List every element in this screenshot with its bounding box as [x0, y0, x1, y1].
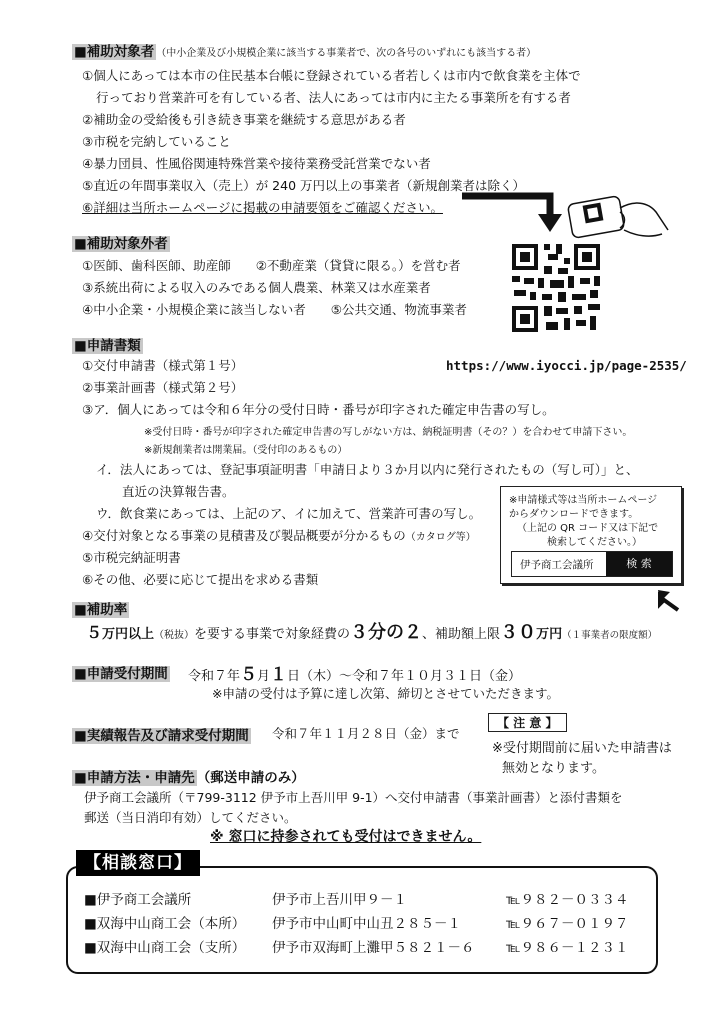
consult-row-address: 伊予市上吾川甲９－１	[272, 892, 407, 908]
method-line-2: 郵送（当日消印有効）してください。	[84, 810, 297, 825]
documents-item-3c: ウ．飲食業にあっては、上記のア、イに加えて、営業許可書の写し。	[96, 506, 482, 521]
method-line-1: 伊予商工会議所（〒799-3112 伊予市上吾川甲 9-1）へ交付申請書（事業計画書）と添付書類を	[84, 790, 623, 805]
period-note: ※申請の受付は予算に達し次第、締切とさせていただきます。	[212, 686, 559, 701]
target-item-1: ①個人にあっては本市の住民基本台帳に登録されている者若しくは市内で飲食業を主体で	[82, 68, 581, 83]
qr-code-icon[interactable]	[508, 240, 604, 336]
rate-text: ５万円以上（税抜）を要する事業で対象経費の３分の２、補助額上限３０万円（１事業者の限度額）	[86, 622, 658, 643]
documents-item-3a: ③ア．個人にあっては令和６年分の受付日時・番号が印字された確定申告書の写し。	[82, 402, 555, 417]
download-callout	[500, 486, 682, 584]
period-dates: 令和７年５月１日（木）～令和７年１０月３１日（金）	[188, 665, 522, 685]
consult-row-name: ■双海中山商工会（支所）	[84, 940, 246, 956]
consult-row-tel: ℡９６７－０１９７	[506, 916, 629, 932]
consult-title: 【相談窓口】	[76, 850, 200, 876]
notice-line-2: 無効となります。	[502, 761, 605, 776]
documents-item-1: ①交付申請書（様式第１号）	[82, 358, 244, 373]
documents-item-2: ②事業計画書（様式第２号）	[82, 380, 244, 395]
homepage-url-link[interactable]: https://www.iyocci.jp/page-2535/	[446, 358, 687, 373]
search-button[interactable]: 検 索	[606, 552, 672, 576]
method-warning: ※ 窓口に持参されても受付はできません。	[210, 829, 482, 845]
consult-row-address: 伊予市双海町上灘甲５８２１－６	[272, 940, 475, 956]
target-item-2: ②補助金の受給後も引き続き事業を継続する意思がある者	[82, 112, 406, 127]
period-section-heading: ■申請受付期間	[74, 666, 168, 682]
target-item-3: ③市税を完納していること	[82, 134, 231, 149]
target-item-1-cont: 行っており営業許可を有している者、法人にあっては市内に主たる事業所を有する者	[96, 90, 571, 105]
consult-row-address: 伊予市中山町中山丑２８５－１	[272, 916, 461, 932]
documents-item-5: ⑤市税完納証明書	[82, 550, 181, 565]
report-section-heading: ■実績報告及び請求受付期間	[74, 728, 249, 744]
consult-row-name: ■双海中山商工会（本所）	[84, 916, 246, 932]
excluded-section-heading: ■補助対象外者	[74, 236, 168, 252]
excluded-item-1: ①医師、歯科医師、助産師 ②不動産業（貸貸に限る。）を営む者	[82, 258, 461, 273]
consult-row-tel: ℡９８２－０３３４	[506, 892, 629, 908]
documents-item-4: ④交付対象となる事業の見積書及び製品概要が分かるもの（カタログ等）	[82, 528, 476, 543]
callout-line-3: （上記の QR コード又は下記で	[517, 523, 659, 534]
notice-heading: 【 注 意 】	[488, 713, 567, 732]
consult-row-tel: ℡９８６－１２３１	[506, 940, 629, 956]
cursor-arrow-icon	[656, 588, 686, 612]
documents-section-heading: ■申請書類	[74, 338, 141, 354]
arrow-to-qr-icon	[462, 190, 572, 238]
callout-line-1: ※申請様式等は当所ホームページ	[509, 495, 658, 506]
search-box[interactable]	[511, 551, 673, 577]
documents-item-3b-cont: 直近の決算報告書。	[122, 484, 235, 499]
target-item-4: ④暴力団員、性風俗関連特殊営業や接待業務受託営業でない者	[82, 156, 431, 171]
method-section-heading: ■申請方法・申請先 （郵送申請のみ）	[74, 770, 305, 786]
target-item-5: ⑤直近の年間事業収入（売上）が 240 万円以上の事業者（新規創業者は除く）	[82, 178, 526, 193]
report-date: 令和７年１１月２８日（金）まで	[272, 726, 460, 741]
callout-line-2: からダウンロードできます。	[509, 509, 639, 520]
documents-item-3b: イ．法人にあっては、登記事項証明書「申請日より３か月以内に発行されたもの（写し可）」と、	[96, 462, 639, 477]
excluded-item-2: ③系統出荷による収入のみである個人農業、林業又は水産業者	[82, 280, 431, 295]
documents-note-1: ※受付日時・番号が印字された確定申告書の写しがない方は、納税証明書（その？）を合わせて申請下さい。	[144, 427, 633, 438]
search-box-label: 伊予商工会議所	[520, 559, 594, 571]
target-section-heading: ■補助対象者 （中小企業及び小規模企業に該当する事業者で、次の各号のいずれにも該当する者）	[74, 44, 537, 60]
documents-item-6: ⑥その他、必要に応じて提出を求める書類	[82, 572, 319, 587]
documents-note-2: ※新規創業者は開業届。（受付印のあるもの）	[144, 445, 348, 456]
excluded-item-3: ④中小企業・小規模企業に該当しない者 ⑤公共交通、物流事業者	[82, 302, 467, 317]
notice-line-1: ※受付期間前に届いた申請書は	[492, 741, 672, 756]
callout-line-4: 検索してください。）	[547, 537, 642, 548]
target-item-6: ⑥詳細は当所ホームページに掲載の申請要領をご確認ください。	[82, 200, 443, 215]
consult-row-name: ■伊予商工会議所	[84, 892, 192, 908]
rate-section-heading: ■補助率	[74, 602, 128, 618]
